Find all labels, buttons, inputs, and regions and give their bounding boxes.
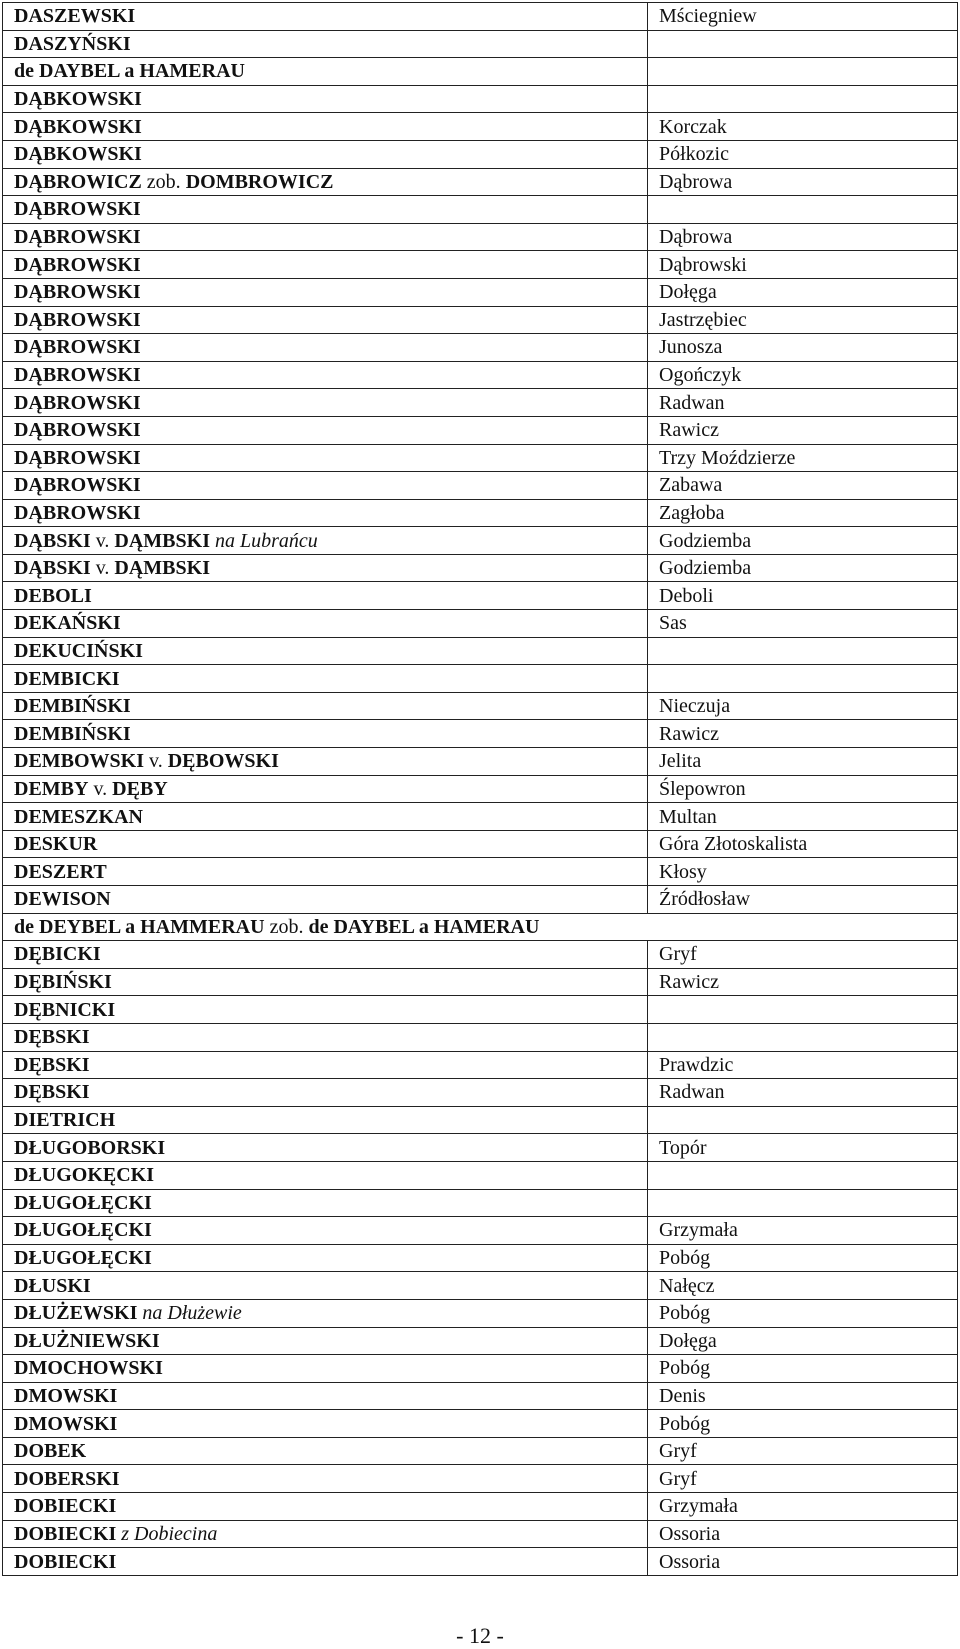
surname: DĄBROWSKI: [14, 226, 141, 249]
cross-reference-connector: v.: [144, 750, 168, 773]
surname-cell: [3, 1382, 648, 1410]
coat-of-arms-cell: Pobóg: [648, 1410, 958, 1438]
coat-of-arms-cell: Dołęga: [648, 1327, 958, 1355]
surname-cell: [3, 858, 648, 886]
surname-cell: [3, 665, 648, 693]
table-row: [3, 1520, 958, 1548]
surname-cell: [3, 1410, 648, 1438]
coat-of-arms-cell: Kłosy: [648, 858, 958, 886]
surname-cell: [3, 582, 648, 610]
surname: DĄBROWSKI: [14, 364, 141, 387]
surname-cell: [3, 1437, 648, 1465]
surname: DEMBIŃSKI: [14, 695, 131, 718]
table-row: [3, 527, 958, 555]
table-row: [3, 1134, 958, 1162]
cross-reference-connector: zob.: [141, 170, 186, 193]
table-row: [3, 1189, 958, 1217]
cross-reference-connector: v.: [90, 529, 115, 552]
table-row: [3, 1465, 958, 1493]
surname-cell: [3, 30, 648, 58]
coat-of-arms-cell: [648, 1161, 958, 1189]
coat-of-arms-cell: Dąbrowa: [648, 168, 958, 196]
table-row: [3, 830, 958, 858]
surname: DĘBNICKI: [14, 998, 116, 1021]
table-row: [3, 1410, 958, 1438]
cross-reference-connector: v.: [88, 777, 113, 800]
surname: DOBERSKI: [14, 1467, 120, 1490]
table-row: [3, 140, 958, 168]
surname-cell: [3, 720, 648, 748]
cross-reference-surname: de DAYBEL a HAMERAU: [308, 915, 540, 938]
table-row: [3, 251, 958, 279]
surname: DĄBKOWSKI: [14, 88, 142, 111]
estate-note: na Dłużewie: [137, 1302, 242, 1325]
surname: DEWISON: [14, 888, 111, 911]
coat-of-arms-cell: Multan: [648, 803, 958, 831]
surname: DEMESZKAN: [14, 805, 143, 828]
surname-cell: [3, 554, 648, 582]
surname-cell: [3, 306, 648, 334]
surname: DĄBSKI: [14, 529, 91, 552]
table-row: [3, 168, 958, 196]
table-row: [3, 913, 958, 941]
coat-of-arms-cell: Gryf: [648, 941, 958, 969]
table-row: [3, 1023, 958, 1051]
surname: DŁUŻNIEWSKI: [14, 1329, 160, 1352]
coat-of-arms-cell: Topór: [648, 1134, 958, 1162]
surname-cell: [3, 361, 648, 389]
surname: DĄBROWSKI: [14, 253, 141, 276]
surname: DŁUSKI: [14, 1274, 91, 1297]
surname-cell: [3, 692, 648, 720]
table-row: [3, 1327, 958, 1355]
surname: DEKUCIŃSKI: [14, 639, 143, 662]
table-row: [3, 803, 958, 831]
surname: DMOCHOWSKI: [14, 1357, 163, 1380]
surname-cell: [3, 444, 648, 472]
cross-reference-surname: DĘBY: [112, 777, 168, 800]
surname-cell: [3, 140, 648, 168]
coat-of-arms-cell: Radwan: [648, 389, 958, 417]
cross-reference-surname: DĘBOWSKI: [167, 750, 279, 773]
table-row: [3, 444, 958, 472]
surname: DASZEWSKI: [14, 5, 136, 28]
coat-of-arms-cell: Pobóg: [648, 1244, 958, 1272]
table-row: [3, 85, 958, 113]
surname: DĄBSKI: [14, 557, 91, 580]
coat-of-arms-cell: [648, 637, 958, 665]
cross-reference-connector: v.: [90, 557, 115, 580]
coat-of-arms-cell: Nałęcz: [648, 1272, 958, 1300]
coat-of-arms-cell: [648, 996, 958, 1024]
table-row: [3, 389, 958, 417]
table-row: [3, 1244, 958, 1272]
surname: DĄBROWSKI: [14, 281, 141, 304]
table-row: [3, 1079, 958, 1107]
surname: DEMBOWSKI: [14, 750, 145, 773]
surname: DIETRICH: [14, 1109, 116, 1132]
table-row: [3, 665, 958, 693]
table-row: [3, 113, 958, 141]
table-row: [3, 196, 958, 224]
coat-of-arms-cell: Źródłosław: [648, 886, 958, 914]
table-row: [3, 1382, 958, 1410]
surname: DĄBROWICZ: [14, 170, 142, 193]
surname-cell: [3, 1327, 648, 1355]
table-row: [3, 1272, 958, 1300]
surname: DOBIECKI: [14, 1522, 117, 1545]
coat-of-arms-cell: Gryf: [648, 1437, 958, 1465]
coat-of-arms-cell: Ossoria: [648, 1548, 958, 1576]
table-row: [3, 1051, 958, 1079]
surname-cell: [3, 1023, 648, 1051]
surname-cell: [3, 830, 648, 858]
coat-of-arms-cell: Godziemba: [648, 527, 958, 555]
surname: DĄBROWSKI: [14, 474, 141, 497]
surname-cell: [3, 775, 648, 803]
surname-cell: [3, 168, 648, 196]
coat-of-arms-cell: Sas: [648, 610, 958, 638]
table-row: [3, 499, 958, 527]
coat-of-arms-cell: Nieczuja: [648, 692, 958, 720]
surname: DĘBSKI: [14, 1026, 90, 1049]
table-row: [3, 416, 958, 444]
coat-of-arms-cell: Jastrzębiec: [648, 306, 958, 334]
table-row: [3, 278, 958, 306]
coat-of-arms-cell: Dąbrowski: [648, 251, 958, 279]
coat-of-arms-cell: Grzymała: [648, 1217, 958, 1245]
surname: DĄBROWSKI: [14, 446, 141, 469]
coat-of-arms-cell: Dąbrowa: [648, 223, 958, 251]
coat-of-arms-cell: Rawicz: [648, 416, 958, 444]
surname-cell: [3, 334, 648, 362]
surname-cell: [3, 113, 648, 141]
surname: DĄBROWSKI: [14, 308, 141, 331]
coat-of-arms-cell: [648, 85, 958, 113]
table-row: [3, 692, 958, 720]
table-row: [3, 306, 958, 334]
surname: DŁUGOŁĘCKI: [14, 1247, 152, 1270]
surname-cell: [3, 1548, 648, 1576]
table-row: [3, 582, 958, 610]
surname-cell: [3, 1493, 648, 1521]
surname-cell: [3, 1217, 648, 1245]
surname-cell: [3, 1355, 648, 1383]
coat-of-arms-cell: [648, 1106, 958, 1134]
surname-cell: [3, 1299, 648, 1327]
surname: DESKUR: [14, 833, 98, 856]
page-number: - 12 -: [456, 1623, 504, 1648]
surname: DOBIECKI: [14, 1550, 117, 1573]
table-row: [3, 775, 958, 803]
table-row: [3, 858, 958, 886]
coat-of-arms-cell: Dołęga: [648, 278, 958, 306]
table-row: [3, 58, 958, 86]
surname-cell: [3, 527, 648, 555]
table-row: [3, 1161, 958, 1189]
surname: DŁUGOŁĘCKI: [14, 1191, 152, 1214]
surname: DOBIECKI: [14, 1495, 117, 1518]
surname: DEMBICKI: [14, 667, 120, 690]
surname: DEMBY: [14, 777, 89, 800]
surname: DŁUŻEWSKI: [14, 1302, 138, 1325]
surname-cell: [3, 803, 648, 831]
surname: DESZERT: [14, 860, 107, 883]
surname-cell: [3, 1051, 648, 1079]
coat-of-arms-cell: Korczak: [648, 113, 958, 141]
table-row: [3, 472, 958, 500]
surname-cell: [3, 223, 648, 251]
surname-cell: [3, 1272, 648, 1300]
surname-cell: [3, 499, 648, 527]
coat-of-arms-cell: Jelita: [648, 748, 958, 776]
table-body: [3, 3, 958, 1576]
coat-of-arms-cell: Deboli: [648, 582, 958, 610]
coat-of-arms-cell: Ogończyk: [648, 361, 958, 389]
coat-of-arms-cell: Junosza: [648, 334, 958, 362]
table-row: [3, 941, 958, 969]
table-row: [3, 610, 958, 638]
table-row: [3, 1299, 958, 1327]
table-row: [3, 1217, 958, 1245]
coat-of-arms-cell: [648, 30, 958, 58]
table-row: [3, 886, 958, 914]
coat-of-arms-cell: Godziemba: [648, 554, 958, 582]
surname: DEBOLI: [14, 584, 92, 607]
surname: DŁUGOKĘCKI: [14, 1164, 155, 1187]
coat-of-arms-cell: Gryf: [648, 1465, 958, 1493]
surname: DŁUGOŁĘCKI: [14, 1219, 152, 1242]
surname: DŁUGOBORSKI: [14, 1136, 166, 1159]
coat-of-arms-cell: [648, 58, 958, 86]
surname: DĄBROWSKI: [14, 336, 141, 359]
surname: DĘBICKI: [14, 943, 101, 966]
surname-cell: [3, 416, 648, 444]
coat-of-arms-cell: [648, 665, 958, 693]
table-row: [3, 720, 958, 748]
table-row: [3, 361, 958, 389]
surname-cell: [3, 1106, 648, 1134]
surname-cell: [3, 85, 648, 113]
surname-cell: [3, 389, 648, 417]
surname: DĄBROWSKI: [14, 198, 141, 221]
surname: DĘBSKI: [14, 1081, 90, 1104]
surname-herb-table: [2, 2, 958, 1576]
table-row: [3, 334, 958, 362]
coat-of-arms-cell: Grzymała: [648, 1493, 958, 1521]
surname: DEMBIŃSKI: [14, 722, 131, 745]
surname-cell: [3, 996, 648, 1024]
surname: DMOWSKI: [14, 1384, 118, 1407]
surname-cell: [3, 1244, 648, 1272]
surname: DEKAŃSKI: [14, 612, 121, 635]
surname-cell: [3, 748, 648, 776]
table-row: [3, 1437, 958, 1465]
table-row: [3, 223, 958, 251]
coat-of-arms-cell: Pobóg: [648, 1355, 958, 1383]
table-row: [3, 1106, 958, 1134]
surname: DOBEK: [14, 1440, 87, 1463]
table-row: [3, 1548, 958, 1576]
coat-of-arms-cell: Ossoria: [648, 1520, 958, 1548]
surname-cell: [3, 610, 648, 638]
surname: de DEYBEL a HAMMERAU: [14, 915, 265, 938]
table-row: [3, 3, 958, 31]
coat-of-arms-cell: Trzy Moździerze: [648, 444, 958, 472]
surname-cell: [3, 1189, 648, 1217]
surname-cell: [3, 1161, 648, 1189]
surname-cell: [3, 968, 648, 996]
surname: DĄBKOWSKI: [14, 143, 142, 166]
surname: DĄBKOWSKI: [14, 115, 142, 138]
coat-of-arms-cell: Zabawa: [648, 472, 958, 500]
coat-of-arms-cell: Denis: [648, 1382, 958, 1410]
surname: DASZYŃSKI: [14, 32, 131, 55]
surname-cell: [3, 472, 648, 500]
surname-cell: [3, 251, 648, 279]
surname-cell: [3, 1134, 648, 1162]
surname: DĘBIŃSKI: [14, 971, 112, 994]
cross-reference-connector: zob.: [264, 915, 309, 938]
coat-of-arms-cell: Półkozic: [648, 140, 958, 168]
surname: de DAYBEL a HAMERAU: [14, 60, 245, 83]
coat-of-arms-cell: Rawicz: [648, 720, 958, 748]
coat-of-arms-cell: Zagłoba: [648, 499, 958, 527]
surname-cell: [3, 913, 958, 941]
coat-of-arms-cell: Radwan: [648, 1079, 958, 1107]
surname-cell: [3, 941, 648, 969]
surname: DĄBROWSKI: [14, 391, 141, 414]
surname-cell: [3, 1520, 648, 1548]
surname-cell: [3, 196, 648, 224]
table-row: [3, 748, 958, 776]
surname-cell: [3, 886, 648, 914]
coat-of-arms-cell: Góra Złotoskalista: [648, 830, 958, 858]
estate-note: z Dobiecina: [116, 1522, 218, 1545]
coat-of-arms-cell: Prawdzic: [648, 1051, 958, 1079]
coat-of-arms-cell: Ślepowron: [648, 775, 958, 803]
cross-reference-surname: DĄMBSKI: [114, 529, 210, 552]
coat-of-arms-cell: [648, 1189, 958, 1217]
coat-of-arms-cell: [648, 196, 958, 224]
surname: DĘBSKI: [14, 1053, 90, 1076]
coat-of-arms-cell: Rawicz: [648, 968, 958, 996]
table-row: [3, 30, 958, 58]
table-row: [3, 637, 958, 665]
surname-cell: [3, 278, 648, 306]
cross-reference-surname: DOMBROWICZ: [185, 170, 334, 193]
coat-of-arms-cell: Pobóg: [648, 1299, 958, 1327]
surname-cell: [3, 1465, 648, 1493]
table-row: [3, 996, 958, 1024]
estate-note: na Lubrańcu: [209, 529, 318, 552]
surname-cell: [3, 58, 648, 86]
table-row: [3, 968, 958, 996]
surname-cell: [3, 3, 648, 31]
surname-cell: [3, 637, 648, 665]
table-row: [3, 1493, 958, 1521]
surname: DĄBROWSKI: [14, 501, 141, 524]
coat-of-arms-cell: [648, 1023, 958, 1051]
surname: DĄBROWSKI: [14, 419, 141, 442]
coat-of-arms-cell: Mściegniew: [648, 3, 958, 31]
cross-reference-surname: DĄMBSKI: [114, 557, 210, 580]
surname: DMOWSKI: [14, 1412, 118, 1435]
table-row: [3, 554, 958, 582]
table-row: [3, 1355, 958, 1383]
surname-cell: [3, 1079, 648, 1107]
